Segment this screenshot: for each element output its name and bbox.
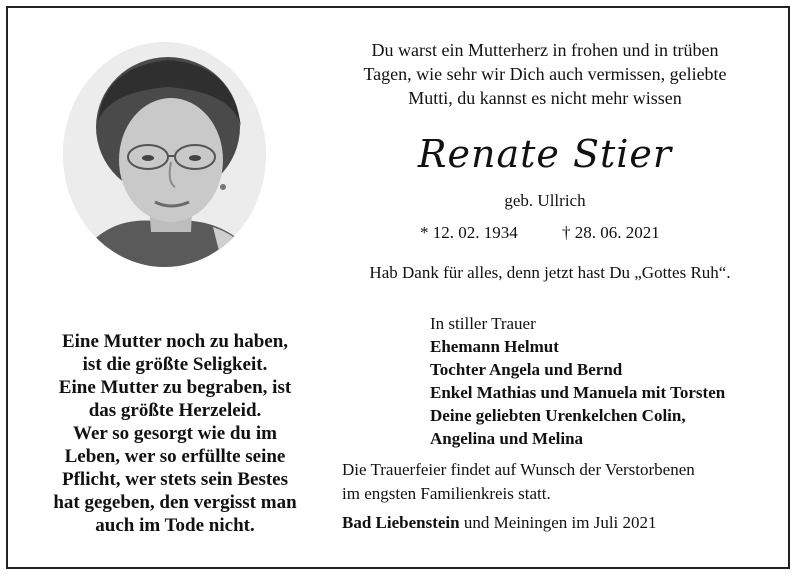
verse-left-line: Eine Mutter noch zu haben, (61, 331, 289, 352)
place-town: Bad Liebenstein (342, 513, 460, 532)
place-rest: und Meiningen im Juli 2021 (459, 513, 657, 532)
verse-top-line: Tagen, wie sehr wir Dich auch vermissen, geliebte (363, 64, 727, 84)
verse-left-line: Eine Mutter zu begraben, ist (58, 377, 292, 398)
verse-top-line: Mutti, du kannst es nicht mehr wissen (408, 88, 682, 108)
mourners-intro: In stiller Trauer (430, 314, 536, 333)
verse-left (30, 330, 320, 537)
verse-left-line: Wer so gesorgt wie du im (73, 423, 277, 444)
verse-left-line: das größte Herzeleid. (88, 400, 262, 421)
place-date-line (342, 512, 657, 534)
portrait-photo (63, 42, 266, 267)
verse-left-line: ist die größte Seligkeit. (82, 354, 268, 375)
verse-left-line: hat gegeben, den vergisst man (53, 492, 297, 513)
funeral-note-line: im engsten Familienkreis statt. (342, 484, 551, 503)
verse-left-line: Pflicht, wer stets sein Bestes (61, 469, 288, 490)
maiden-name: geb. Ullrich (504, 191, 586, 210)
death-date: † 28. 06. 2021 (562, 223, 660, 242)
deceased-name: Renate Stier (417, 132, 673, 176)
mourners-list (430, 312, 725, 450)
mourner-name: Ehemann Helmut (430, 337, 559, 356)
thanks-line: Hab Dank für alles, denn jetzt hast Du „Gottes Ruh“. (369, 263, 731, 282)
mourner-name: Deine geliebten Urenkelchen Colin, (430, 406, 686, 425)
funeral-note (342, 458, 772, 506)
mourner-name: Enkel Mathias und Manuela mit Torsten (430, 383, 726, 402)
mourner-name: Tochter Angela und Bernd (430, 360, 623, 379)
funeral-note-line: Die Trauerfeier findet auf Wunsch der Verstorbenen (342, 460, 695, 479)
verse-top (330, 38, 760, 110)
mourner-name: Angelina und Melina (430, 429, 584, 448)
birth-date: * 12. 02. 1934 (420, 223, 518, 242)
verse-left-line: auch im Tode nicht. (95, 515, 255, 536)
life-dates (420, 222, 680, 244)
verse-top-line: Du warst ein Mutterherz in frohen und in trüben (371, 40, 719, 60)
verse-left-line: Leben, wer so erfüllte seine (64, 446, 286, 467)
